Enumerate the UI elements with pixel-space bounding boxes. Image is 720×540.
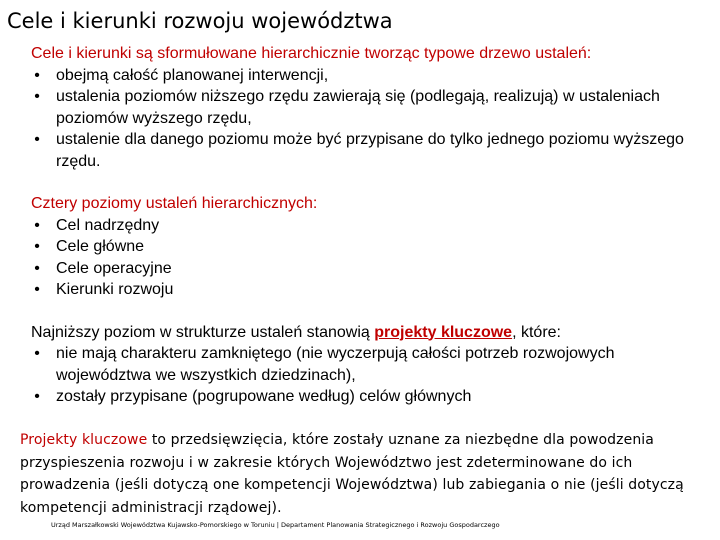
section-levels xyxy=(31,193,703,301)
lead-text-after: , które: xyxy=(512,323,561,341)
bullet: • xyxy=(34,259,40,277)
list-item-text: obejmą całość planowanej interwencji, xyxy=(56,66,329,84)
main-content xyxy=(31,43,703,408)
list-item-text: Cel nadrzędny xyxy=(56,216,160,234)
bullet: • xyxy=(34,238,40,255)
section-projects-list xyxy=(31,343,703,408)
section-levels-lead: Cztery poziomy ustaleń hierarchicznych: xyxy=(31,195,318,212)
list-item xyxy=(31,386,703,408)
list-item xyxy=(31,279,703,301)
list-item-text: ustalenie dla danego poziomu może być przypisane do tylko jednego poziomu wyższego rzędu. xyxy=(56,131,684,170)
list-item xyxy=(31,129,703,172)
list-item-text: nie mają charakteru zamkniętego (nie wyczerpują całości potrzeb rozwojowych województwa we wszystkich dziedzinach), xyxy=(56,345,615,384)
list-item xyxy=(31,236,703,258)
section-projects-lead xyxy=(31,322,703,344)
section-tree-list xyxy=(31,65,703,173)
list-item xyxy=(31,215,703,237)
lead-text-before: Najniższy poziom w strukturze ustaleń stanowią xyxy=(31,323,375,341)
list-item xyxy=(31,86,703,129)
bullet: • xyxy=(34,216,40,234)
bullet: • xyxy=(34,345,40,362)
bullet: • xyxy=(34,281,40,298)
list-item xyxy=(31,258,703,280)
page-title: Cele i kierunki rozwoju województwa xyxy=(7,9,393,33)
bullet: • xyxy=(34,88,40,105)
list-item-text: zostały przypisane (pogrupowane według) celów głównych xyxy=(56,388,472,405)
section-tree xyxy=(31,43,703,172)
bullet: • xyxy=(34,388,40,405)
list-item-text: Kierunki rozwoju xyxy=(56,281,174,298)
section-projects xyxy=(31,322,703,408)
list-item-text: Cele główne xyxy=(56,238,145,255)
list-item-text: ustalenia poziomów niższego rzędu zawierają się (podlegają, realizują) w ustaleniach poziomów wyższego rzędu, xyxy=(56,88,660,127)
definition-text: to przedsięwzięcia, które zostały uznane za niezbędne dla powodzenia przyspieszenia rozwoju i w zakresie których Województwo jest zdeterminowane do ich prowadzenia (jeśli dotyczą one kompetencji Województwa) lub zabiegania o nie (jeśli dotyczą kompetencji administracji rządowej). xyxy=(20,432,684,516)
definition-term: Projekty kluczowe xyxy=(20,432,148,448)
bullet: • xyxy=(34,131,40,148)
bullet: • xyxy=(34,66,40,84)
keyword-projekty-kluczowe: projekty kluczowe xyxy=(374,323,513,341)
definition-paragraph xyxy=(20,429,715,519)
list-item xyxy=(31,65,703,87)
section-levels-list xyxy=(31,215,703,301)
list-item xyxy=(31,343,703,386)
list-item-text: Cele operacyjne xyxy=(56,259,172,277)
section-tree-lead: Cele i kierunki są sformułowane hierarchicznie tworząc typowe drzewo ustaleń: xyxy=(31,45,592,62)
footer-text: Urząd Marszałkowski Województwa Kujawsko-Pomorskiego w Toruniu | Departament Planowania Strategicznego i Rozwoju Gospodarczego xyxy=(51,521,500,529)
